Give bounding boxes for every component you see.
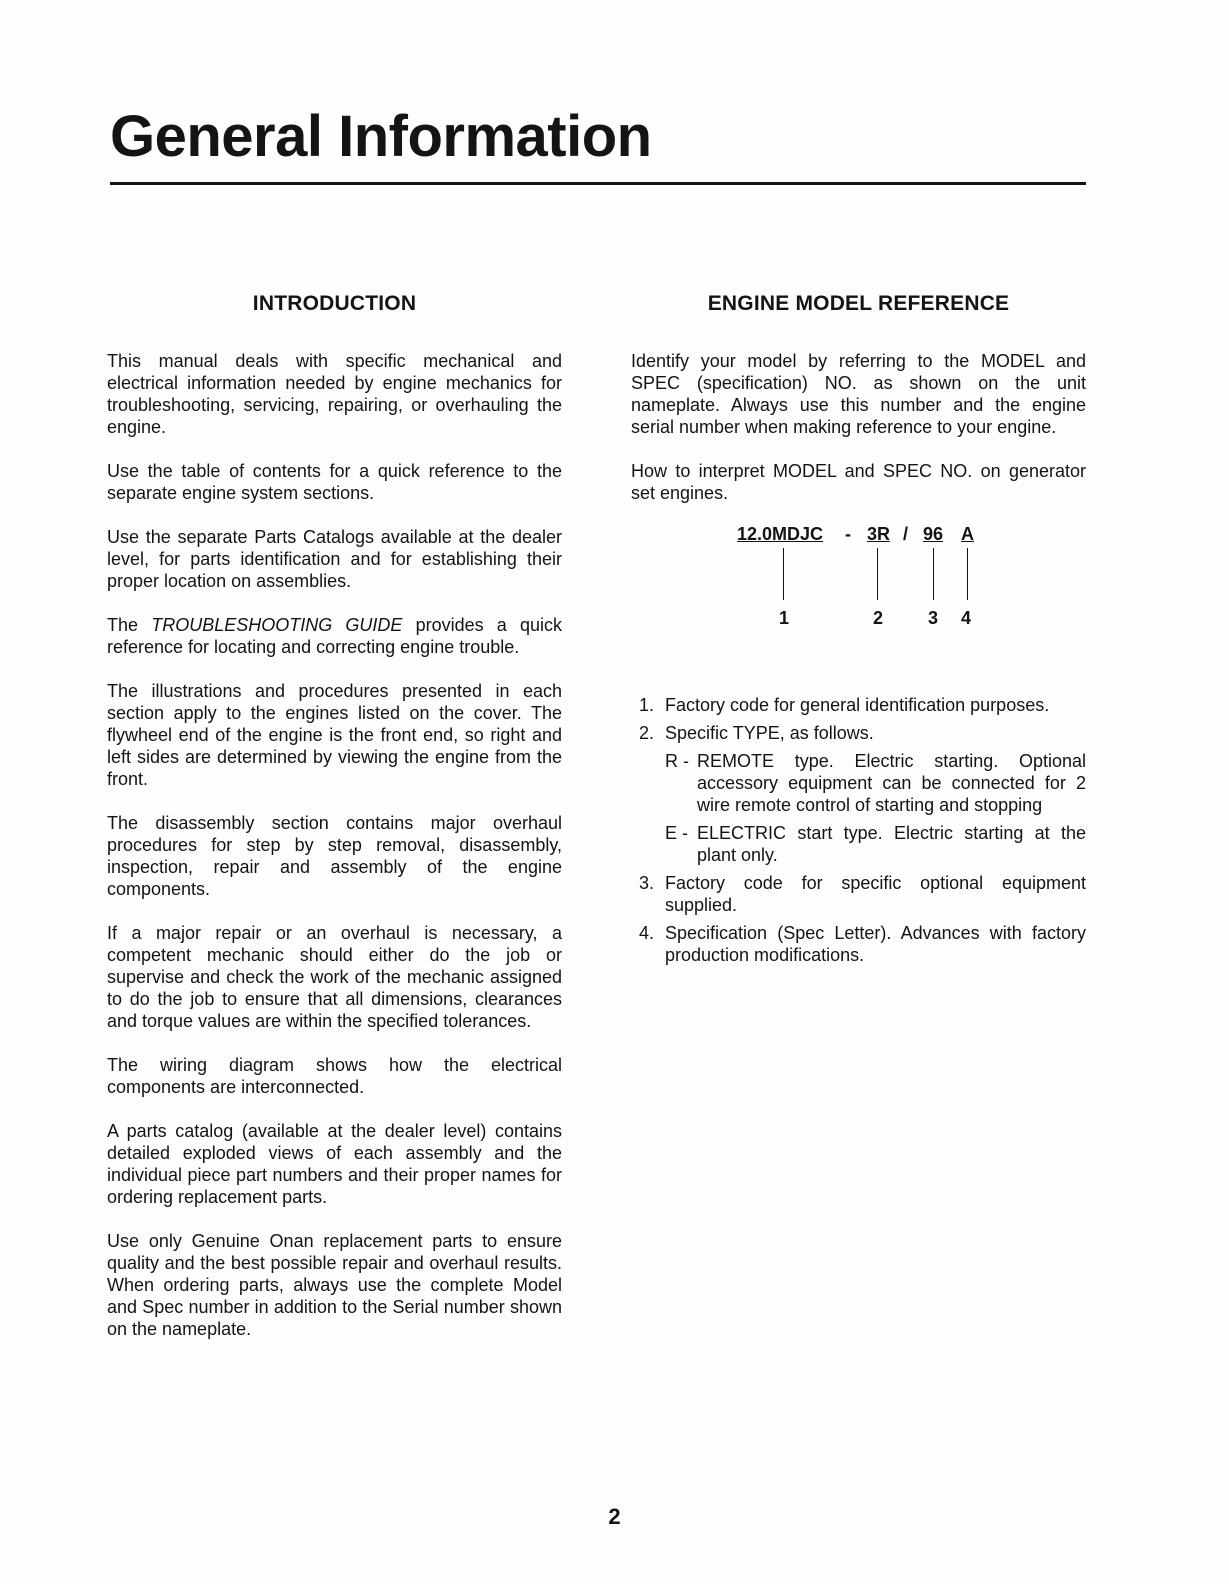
intro-paragraph-2: Use the table of contents for a quick reference to the separate engine system sections. — [107, 461, 562, 503]
model-code-connector-1 — [783, 548, 784, 600]
model-code-part-3: 96 — [923, 524, 944, 544]
emr-paragraph-2: How to interpret MODEL and SPEC NO. on generator set engines. — [631, 461, 1086, 503]
model-code-connector-3 — [933, 548, 934, 600]
title-rule — [110, 182, 1086, 185]
model-code-label-4: 4 — [961, 608, 972, 628]
model-code-label-3: 3 — [928, 608, 939, 628]
type-list — [665, 750, 1086, 866]
introduction-column — [107, 292, 562, 1362]
intro-paragraph-10: Use only Genuine Onan replacement parts to ensure quality and the best possible repair and overhaul results. When ordering parts, always use the complete Model and Spec number in addition to the Serial number shown on the nameplate. — [107, 1231, 562, 1339]
intro-paragraph-1: This manual deals with specific mechanical and electrical information needed by engine mechanics for troubleshooting, servicing, repairing, or overhauling the engine. — [107, 351, 562, 437]
list-item: 4. Specification (Spec Letter). Advances with factory production modifications. — [639, 923, 1086, 965]
introduction-heading: INTRODUCTION — [252, 292, 417, 315]
intro-paragraph-8: The wiring diagram shows how the electrical components are interconnected. — [107, 1055, 562, 1097]
model-code-connector-4 — [967, 548, 968, 600]
model-code-diagram — [631, 524, 1086, 694]
intro-paragraph-5: The illustrations and procedures presented in each section apply to the engines listed on the cover. The flywheel end of the engine is the front end, so right and left sides are determined by viewing the engine from the front. — [107, 681, 562, 789]
model-code-slash: / — [903, 524, 909, 544]
intro-paragraph-3: Use the separate Parts Catalogs available at the dealer level, for parts identification and for establishing their proper location on assemblies. — [107, 527, 562, 591]
page-number: 2 — [608, 1504, 621, 1529]
engine-model-reference-heading: ENGINE MODEL REFERENCE — [707, 292, 1010, 315]
page-title: General Information — [110, 104, 652, 169]
type-item-electric: E - ELECTRIC start type. Electric starting at the plant only. — [665, 823, 1086, 865]
model-code-legend — [631, 694, 1086, 966]
engine-model-reference-column — [631, 292, 1086, 972]
emr-paragraph-1: Identify your model by referring to the MODEL and SPEC (specification) NO. as shown on the unit nameplate. Always use this number and the engine serial number when making reference to your engine. — [631, 351, 1086, 437]
model-code-part-4: A — [961, 524, 974, 544]
model-code-part-1: 12.0MDJC — [737, 524, 824, 544]
troubleshooting-prefix: The — [107, 615, 152, 635]
model-code-part-2: 3R — [867, 524, 891, 544]
model-code-label-2: 2 — [873, 608, 884, 628]
model-code-dash: - — [845, 524, 851, 544]
type-item-remote: R - REMOTE type. Electric starting. Optional accessory equipment can be connected for 2 wire remote control of starting and stopping — [665, 751, 1086, 815]
intro-paragraph-9: A parts catalog (available at the dealer level) contains detailed exploded views of each assembly and the individual piece part numbers and their proper names for ordering replacement parts. — [107, 1121, 562, 1207]
list-item: 2. Specific TYPE, as follows. R - REMOTE type. Electric starting. Optional accessory equipment can be connected for 2 wire remote control of starting and stopping E - ELECTRIC start type. Electric starting at the plant only. — [639, 723, 1086, 865]
model-code-label-1: 1 — [779, 608, 790, 628]
intro-paragraph-troubleshooting — [107, 614, 562, 658]
list-item: 3. Factory code for specific optional equipment supplied. — [639, 873, 1086, 915]
intro-paragraph-6: The disassembly section contains major overhaul procedures for step by step removal, disassembly, inspection, repair and assembly of the engine components. — [107, 813, 562, 899]
troubleshooting-suffix: provides a quick reference for locating and correcting engine trouble. — [107, 615, 562, 657]
model-code-connector-2 — [877, 548, 878, 600]
intro-paragraph-7: If a major repair or an overhaul is necessary, a competent mechanic should either do the job or supervise and check the work of the mechanic assigned to do the job to ensure that all dimensions, clearances and torque values are within the specified tolerances. — [107, 923, 562, 1031]
troubleshooting-guide-title: TROUBLESHOOTING GUIDE — [151, 615, 403, 635]
list-item: 1. Factory code for general identification purposes. — [639, 695, 1050, 715]
